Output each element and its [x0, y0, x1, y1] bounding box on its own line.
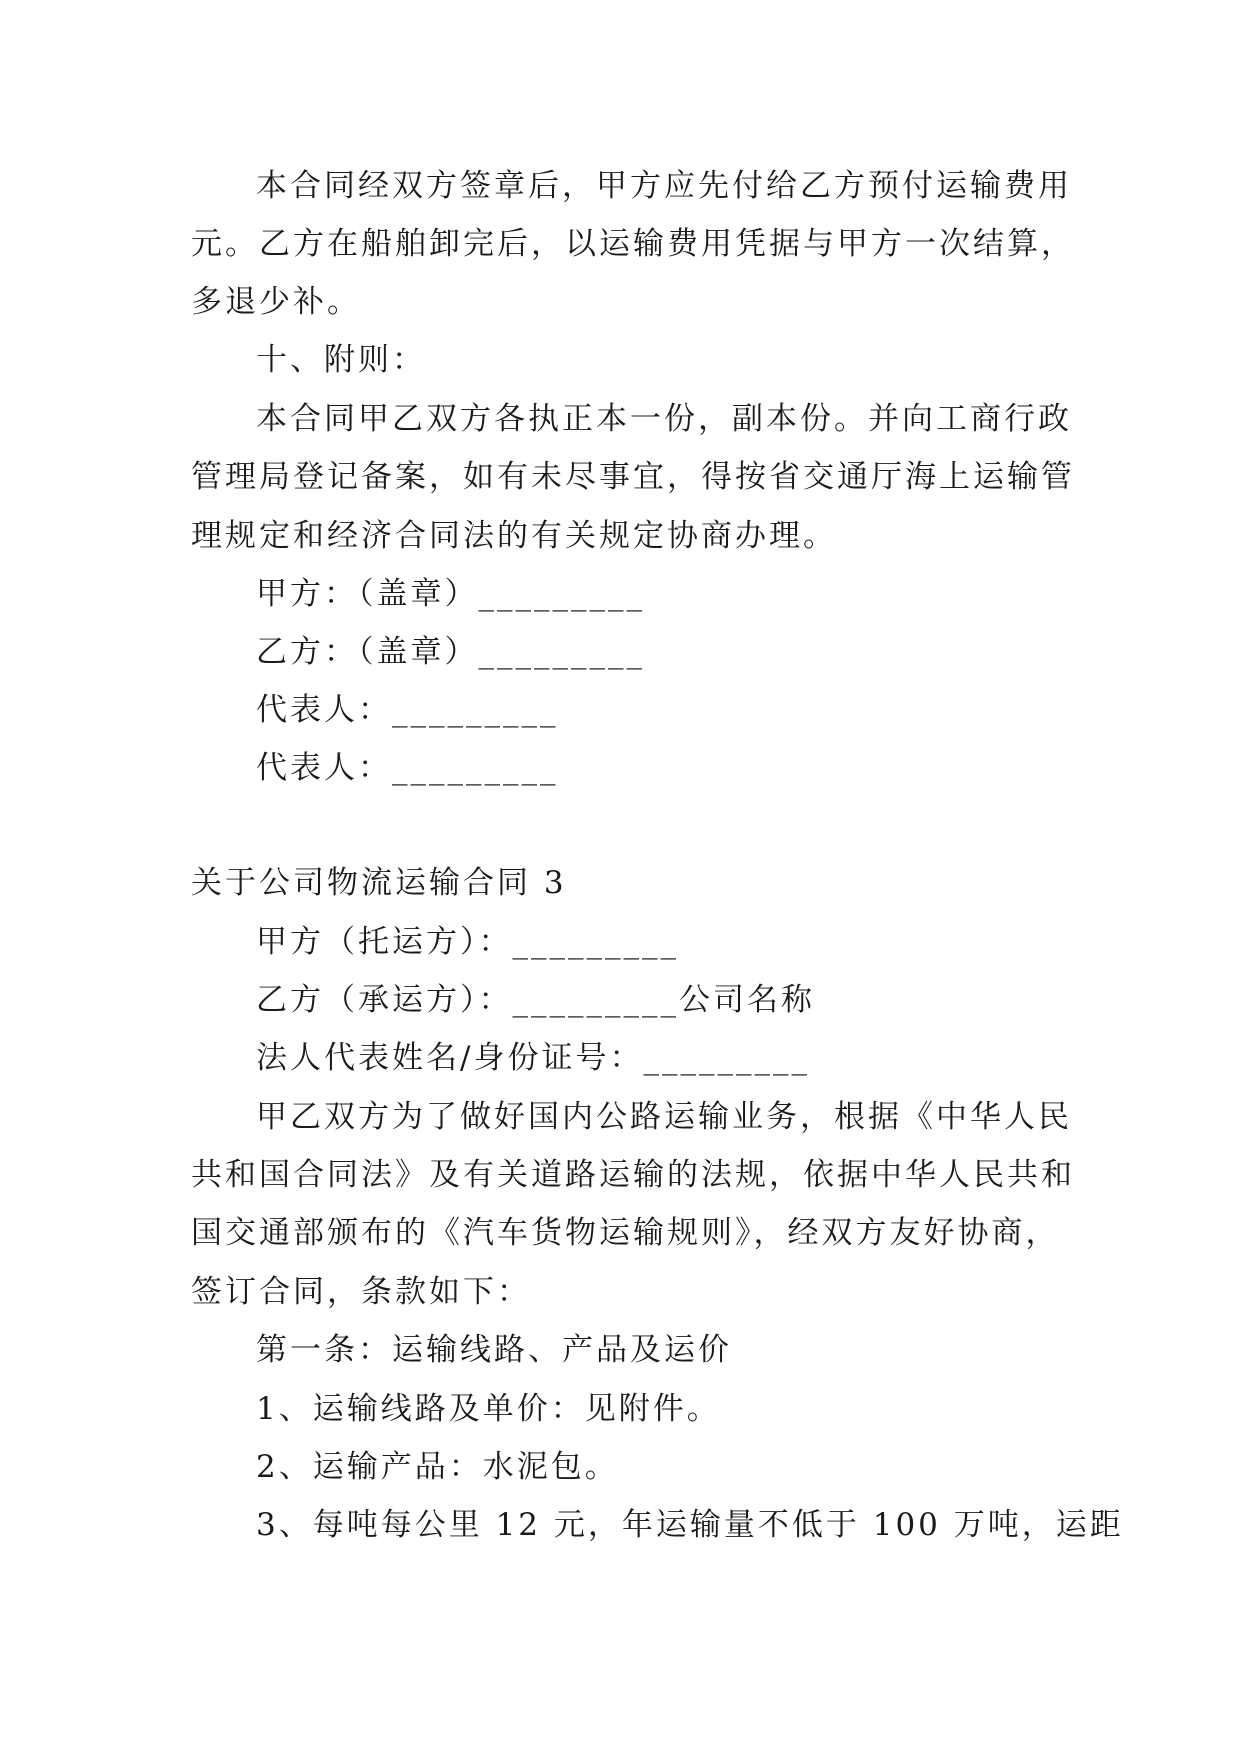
paragraph-line: 管理局登记备案，如有未尽事宜，得按省交通厅海上运输管 [191, 459, 1075, 495]
article-heading: 第一条：运输线路、产品及运价 [256, 1332, 732, 1368]
list-item: 2、运输产品：水泥包。 [256, 1449, 619, 1485]
party-a-line: 甲方（托运方）：_________ [256, 924, 679, 960]
paragraph-line: 本合同经双方签章后，甲方应先付给乙方预付运输费用 [256, 168, 1072, 204]
contract-title: 关于公司物流运输合同 3 [191, 865, 567, 901]
list-item: 1、运输线路及单价：见附件。 [256, 1391, 721, 1427]
paragraph-line: 元。乙方在船舶卸完后，以运输费用凭据与甲方一次结算， [191, 226, 1075, 262]
list-item: 3、每吨每公里 12 元，年运输量不低于 100 万吨，运距 [256, 1507, 1124, 1543]
paragraph-line: 甲乙双方为了做好国内公路运输业务，根据《中华人民 [256, 1099, 1072, 1135]
legal-rep-line: 法人代表姓名/身份证号：_________ [256, 1040, 810, 1076]
paragraph-line: 多退少补。 [191, 284, 361, 320]
representative-line: 代表人：_________ [256, 692, 559, 728]
signature-line-party-b: 乙方：（盖章）_________ [256, 634, 645, 670]
paragraph-line: 理规定和经济合同法的有关规定协商办理。 [191, 518, 837, 554]
party-b-line: 乙方（承运方）：_________公司名称 [256, 982, 815, 1018]
paragraph-line: 本合同甲乙双方各执正本一份，副本份。并向工商行政 [256, 401, 1072, 437]
paragraph-line: 共和国合同法》及有关道路运输的法规，依据中华人民共和 [191, 1157, 1075, 1193]
section-heading: 十、附则： [256, 342, 426, 378]
paragraph-line: 国交通部颁布的《汽车货物运输规则》，经双方友好协商， [191, 1215, 1060, 1251]
signature-line-party-a: 甲方：（盖章）_________ [256, 576, 645, 612]
paragraph-line: 签订合同，条款如下： [191, 1274, 531, 1310]
representative-line: 代表人：_________ [256, 750, 559, 786]
